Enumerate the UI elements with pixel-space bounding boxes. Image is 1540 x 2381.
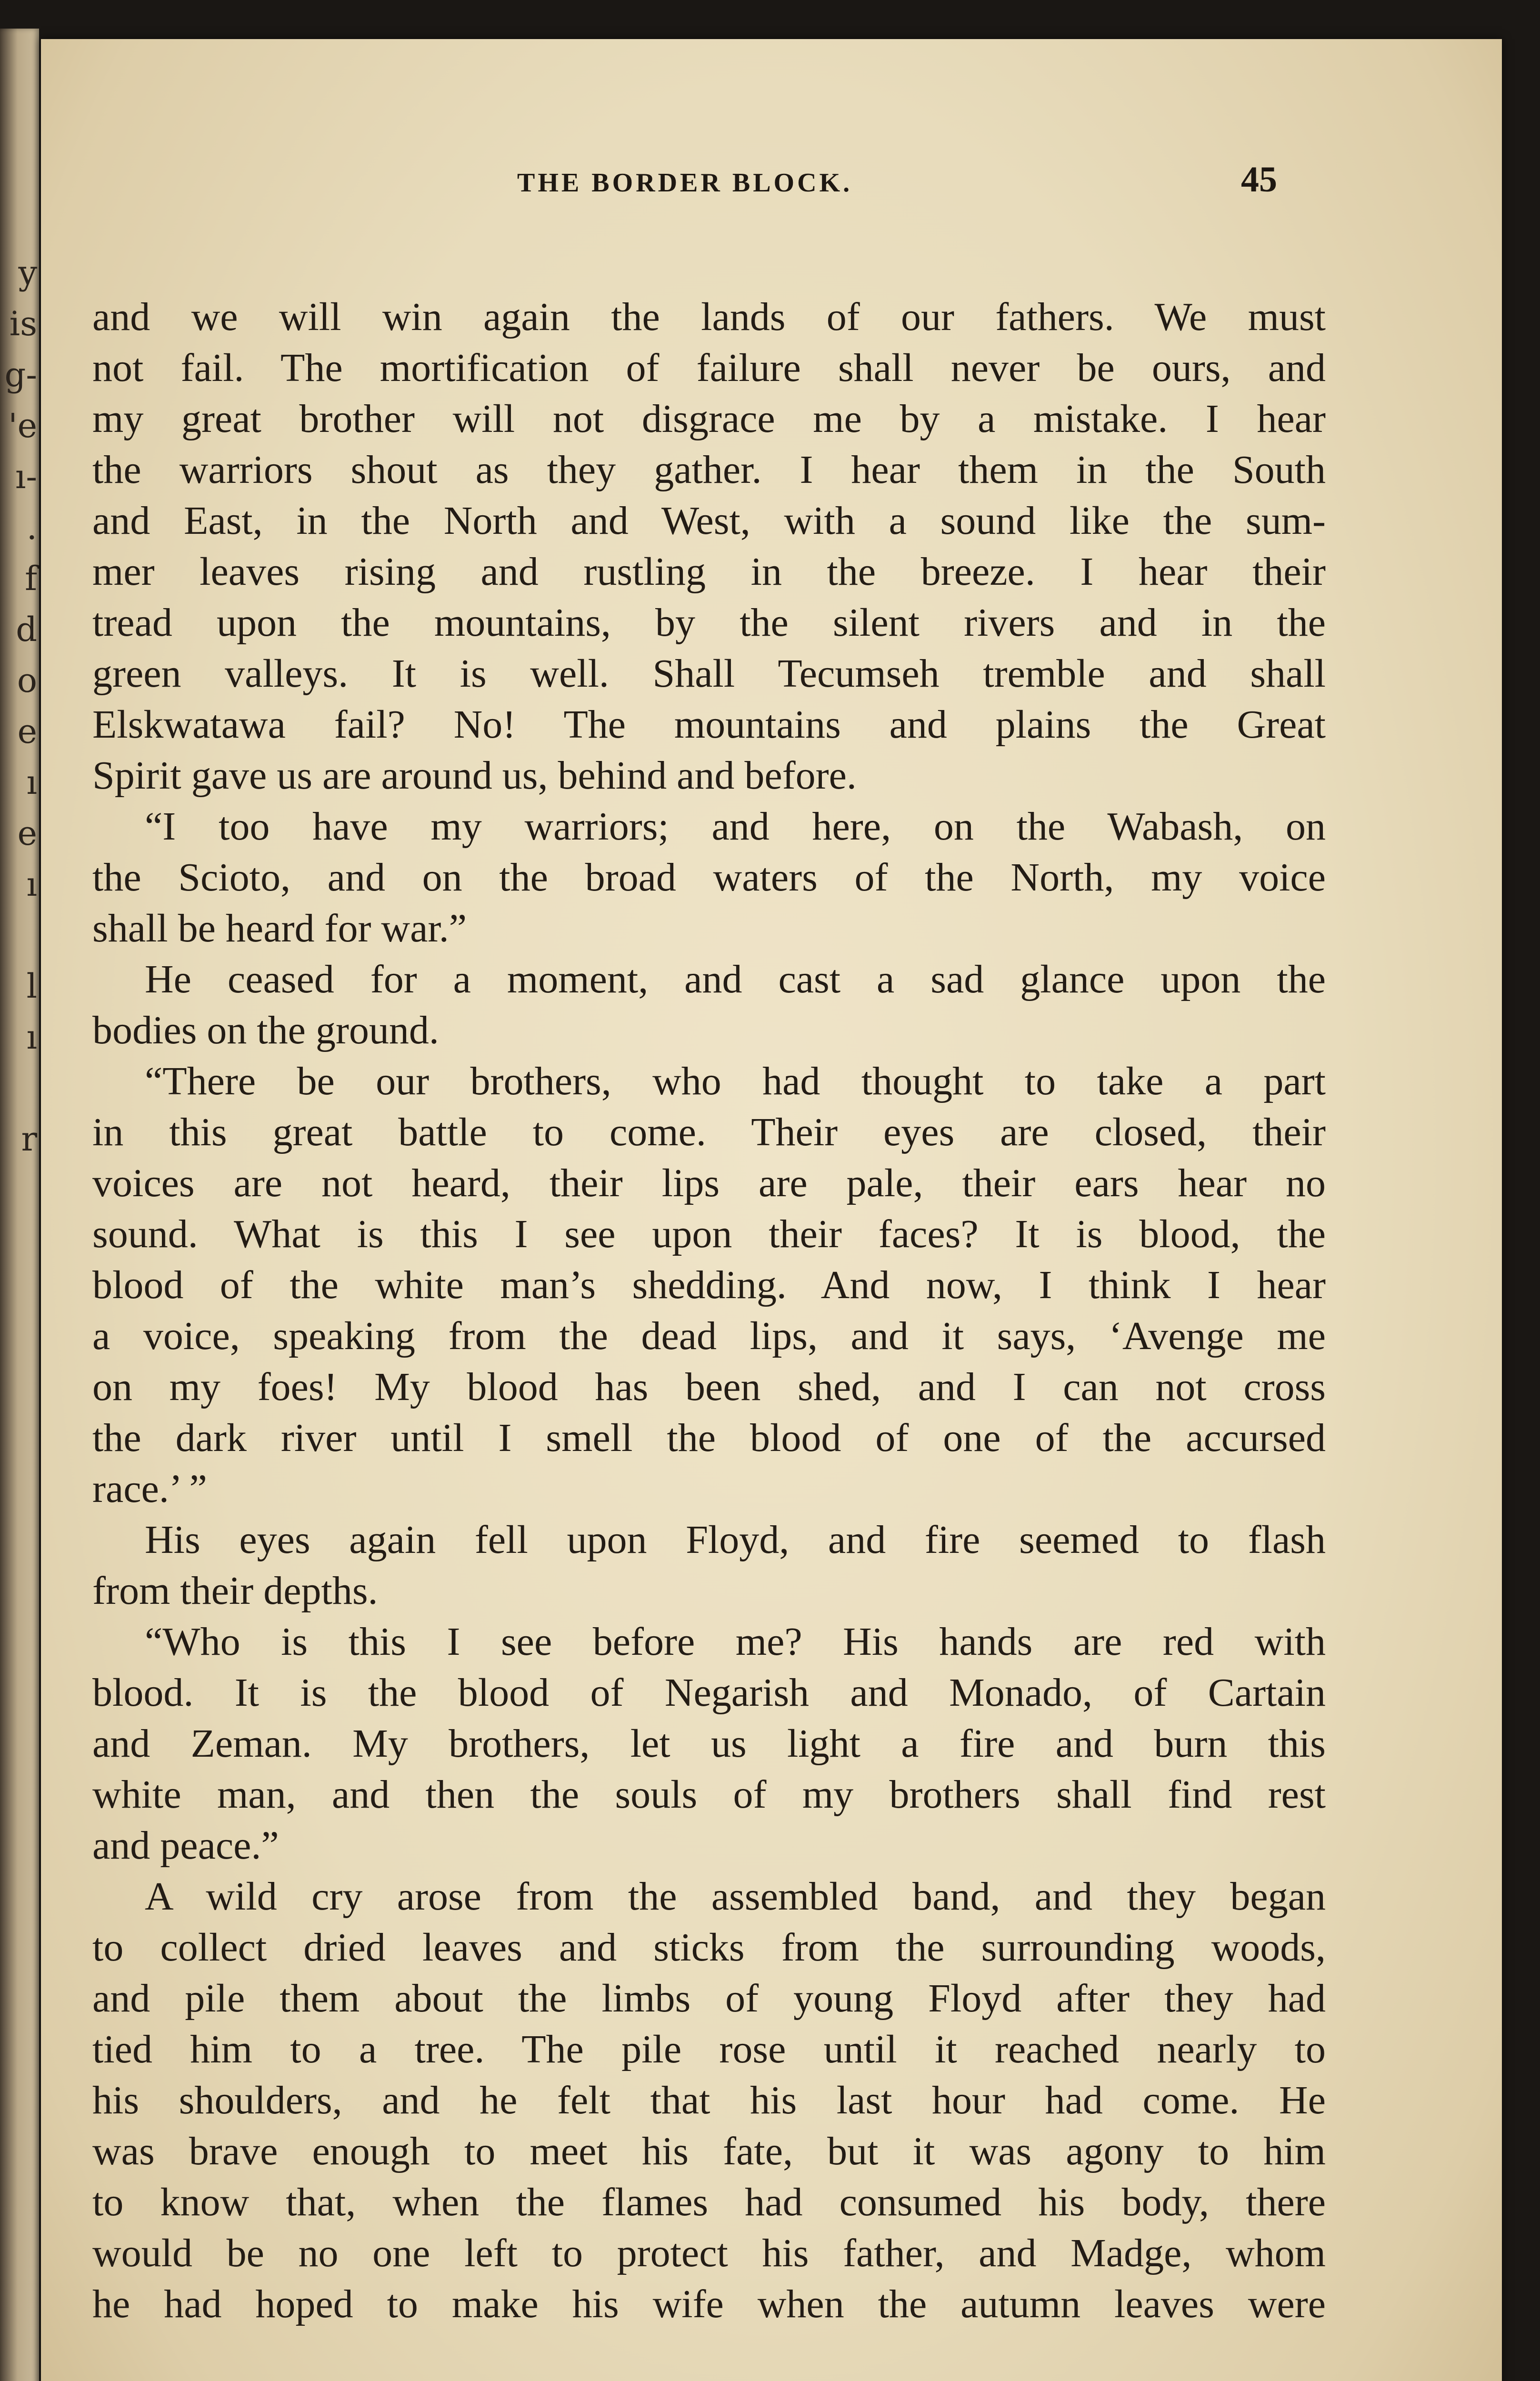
text-line: “I too have my warriors; and here, on the Wabash, on	[145, 804, 1326, 849]
text-line: “Who is this I see before me? His hands are red with	[145, 1620, 1326, 1664]
previous-page-fragment	[0, 910, 39, 961]
text-line: in this great battle to come. Their eyes are closed, their	[92, 1110, 1326, 1154]
text-line: a voice, speaking from the dead lips, and it says, ‘Avenge me	[92, 1314, 1326, 1358]
body-text	[92, 291, 1326, 2330]
previous-page-fragment: l	[26, 967, 37, 1006]
text-line: A wild cry arose from the assembled band, and they began	[145, 1874, 1326, 1919]
text-line: and we will win again the lands of our fathers. We must	[92, 295, 1326, 339]
text-line: to collect dried leaves and sticks from the surrounding woods,	[92, 1925, 1326, 1970]
previous-page-fragment: is	[9, 304, 37, 343]
text-line: Spirit gave us are around us, behind and before.	[92, 753, 857, 798]
previous-page-fragment: y	[18, 253, 37, 292]
previous-page-fragments	[0, 248, 39, 1165]
text-line: the warriors shout as they gather. I hear them in the South	[92, 448, 1326, 492]
text-line: mer leaves rising and rustling in the breeze. I hear their	[92, 550, 1326, 594]
text-line: the Scioto, and on the broad waters of the North, my voice	[92, 855, 1326, 900]
previous-page-fragment: o	[17, 661, 37, 700]
text-line: and pile them about the limbs of young Floyd after they had	[92, 1976, 1326, 2021]
text-line: from their depths.	[92, 1569, 378, 1613]
text-line: race.’ ”	[92, 1467, 207, 1511]
page-number: 45	[1241, 160, 1277, 200]
text-line: the dark river until I smell the blood of one of the accursed	[92, 1416, 1326, 1460]
previous-page-fragment: ı	[26, 763, 37, 802]
previous-page-fragment: d	[16, 610, 37, 649]
text-line: my great brother will not disgrace me by a mistake. I hear	[92, 397, 1326, 441]
previous-page-fragment: ı-	[15, 457, 37, 496]
text-line: blood of the white man’s shedding. And now, I think I hear	[92, 1263, 1326, 1307]
text-line: not fail. The mortification of failure shall never be ours, and	[92, 346, 1326, 390]
text-line: and peace.”	[92, 1823, 279, 1868]
text-line: tread upon the mountains, by the silent rivers and in the	[92, 600, 1326, 645]
text-line: tied him to a tree. The pile rose until it reached nearly to	[92, 2027, 1326, 2071]
previous-page-fragment	[0, 1063, 39, 1114]
text-line: He ceased for a moment, and cast a sad glance upon the	[145, 957, 1326, 1001]
previous-page-fragment: f	[25, 559, 37, 598]
text-line: Elskwatawa fail? No! The mountains and plains the Great	[92, 702, 1326, 747]
book-page	[41, 39, 1502, 2381]
text-line: was brave enough to meet his fate, but it was agony to him	[92, 2129, 1326, 2173]
text-line: voices are not heard, their lips are pale, their ears hear no	[92, 1161, 1326, 1205]
text-line: sound. What is this I see upon their faces? It is blood, the	[92, 1212, 1326, 1256]
text-line: he had hoped to make his wife when the autumn leaves were	[92, 2282, 1326, 2326]
text-line: and Zeman. My brothers, let us light a fire and burn this	[92, 1721, 1326, 1766]
text-line: green valleys. It is well. Shall Tecumseh tremble and shall	[92, 651, 1326, 696]
text-line: blood. It is the blood of Negarish and Monado, of Cartain	[92, 1671, 1326, 1715]
text-line: on my foes! My blood has been shed, and I can not cross	[92, 1365, 1326, 1409]
running-head: THE BORDER BLOCK.	[517, 168, 853, 198]
previous-page-fragment: .	[26, 508, 37, 547]
previous-page-fragment: g-	[4, 355, 37, 394]
text-line: his shoulders, and he felt that his last hour had come. He	[92, 2078, 1326, 2122]
text-line: white man, and then the souls of my brothers shall find rest	[92, 1772, 1326, 1817]
previous-page-fragment: e	[17, 814, 37, 853]
text-line: and East, in the North and West, with a sound like the sum-	[92, 499, 1326, 543]
previous-page-fragment: e	[17, 712, 37, 751]
text-line: to know that, when the flames had consumed his body, there	[92, 2180, 1326, 2224]
text-line: “There be our brothers, who had thought to take a part	[145, 1059, 1326, 1103]
previous-page-fragment: 'e	[8, 406, 37, 445]
text-line: would be no one left to protect his father, and Madge, whom	[92, 2231, 1326, 2275]
previous-page-fragment: ı	[26, 865, 37, 904]
text-line: bodies on the ground.	[92, 1008, 439, 1052]
text-line: shall be heard for war.”	[92, 906, 467, 950]
previous-page-fragment: r	[21, 1120, 37, 1159]
previous-page-fragment: ı	[26, 1018, 37, 1057]
text-line: His eyes again fell upon Floyd, and fire seemed to flash	[145, 1518, 1326, 1562]
